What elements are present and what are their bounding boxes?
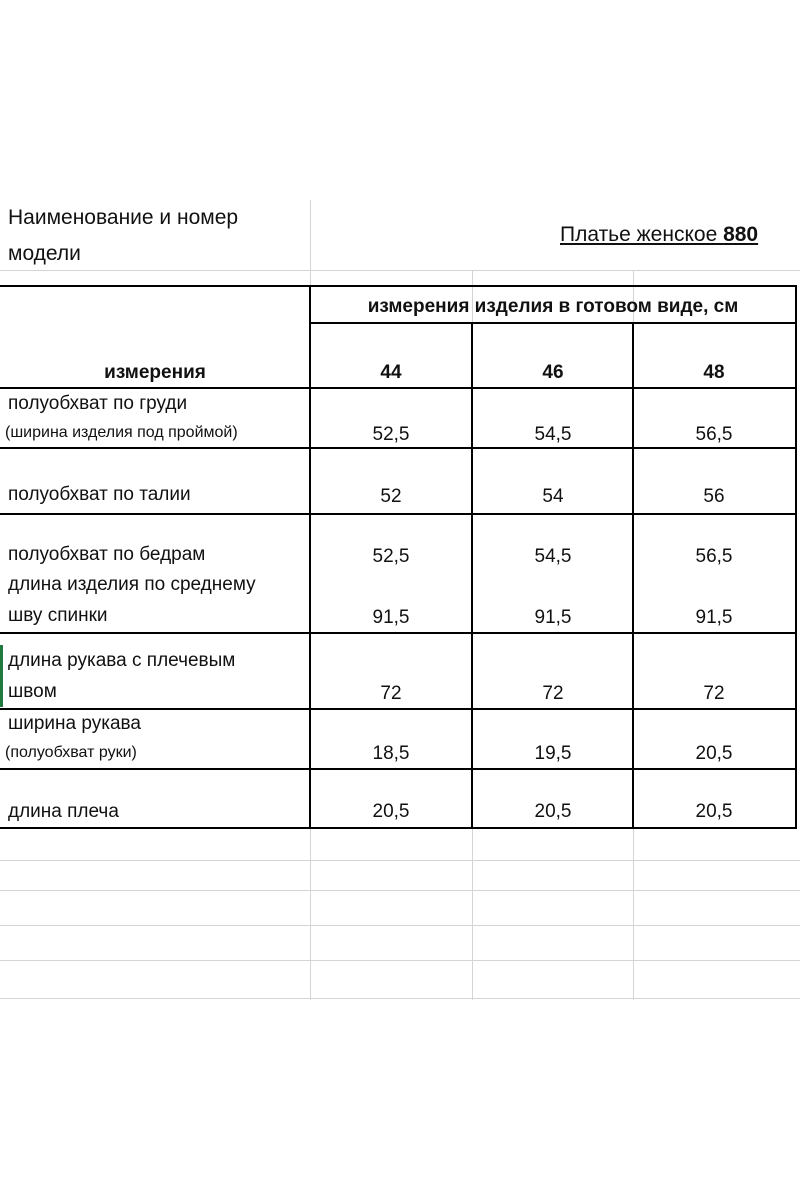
table-border: [0, 827, 797, 829]
size-header: 48: [703, 362, 725, 383]
model-name-label: Наименование и номер: [8, 206, 239, 229]
size-header: 46: [542, 362, 564, 383]
cell-value: 56: [703, 486, 725, 507]
gridline: [0, 925, 800, 926]
gridline: [0, 270, 800, 271]
cell-value: 72: [703, 683, 725, 704]
gridline: [0, 960, 800, 961]
cell-value: 72: [380, 683, 402, 704]
cell-value: 72: [542, 683, 564, 704]
cell-value: 54,5: [534, 546, 572, 567]
model-number: 880: [723, 223, 759, 246]
cell-value: 56,5: [695, 424, 733, 445]
table-border: [310, 322, 797, 324]
row-label: полуобхват по груди: [8, 393, 188, 414]
model-title-prefix: Платье женское: [560, 223, 724, 246]
cell-value: 54,5: [534, 424, 572, 445]
row-sublabel: (полуобхват руки): [5, 744, 137, 761]
cell-value: 20,5: [695, 801, 733, 822]
row-label: полуобхват по бедрам: [8, 544, 206, 565]
cell-value: 18,5: [372, 743, 410, 764]
row-label: длина изделия по среднему: [8, 574, 256, 595]
cell-value: 52: [380, 486, 402, 507]
model-name-label: модели: [8, 242, 81, 265]
row-sublabel: (ширина изделия под проймой): [5, 424, 238, 441]
cell-value: 56,5: [695, 546, 733, 567]
model-title: [560, 217, 758, 253]
cell-value: 20,5: [695, 743, 733, 764]
size-header: 44: [380, 362, 402, 383]
gridline: [0, 890, 800, 891]
gridline: [0, 998, 800, 999]
cell-value: 52,5: [372, 424, 410, 445]
cell-value: 91,5: [372, 607, 410, 628]
label-header: измерения: [104, 362, 206, 383]
cell-value: 20,5: [372, 801, 410, 822]
row-label: ширина рукава: [8, 713, 141, 734]
cell-value: 20,5: [534, 801, 572, 822]
cell-value: 52,5: [372, 546, 410, 567]
group-header: измерения изделия в готовом виде, см: [367, 296, 739, 317]
row-label: полуобхват по талии: [8, 484, 191, 505]
table-border: [0, 513, 797, 515]
cell-selection-marker: [0, 645, 3, 707]
cell-value: 91,5: [534, 607, 572, 628]
cell-value: 54: [542, 486, 564, 507]
row-label-continued: шву спинки: [8, 605, 108, 626]
table-border: [0, 285, 797, 287]
gridline: [0, 860, 800, 861]
row-label: длина рукава с плечевым: [8, 650, 236, 671]
cell-value: 91,5: [695, 607, 733, 628]
row-label: длина плеча: [8, 801, 119, 822]
table-border: [795, 285, 797, 829]
cell-value: 19,5: [534, 743, 572, 764]
row-label-continued: швом: [8, 681, 57, 702]
